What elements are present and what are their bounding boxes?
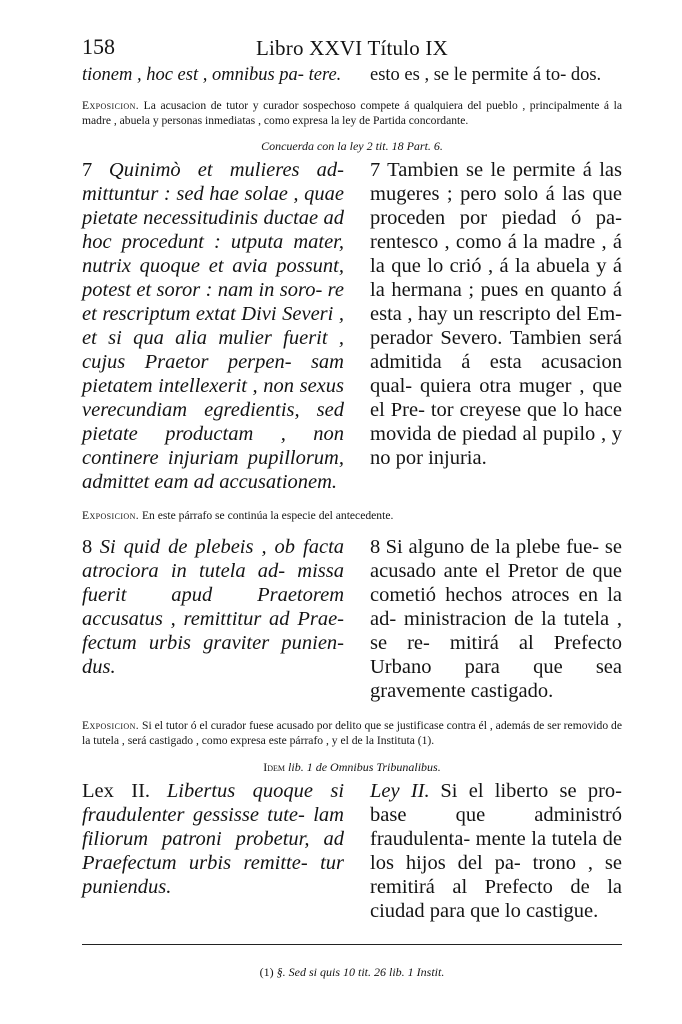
spanish-text: Si el liberto se pro- base que administró fraudulenta- mente la tutela de los hijos del pa- trono , se remitirá al Prefecto de la ciudad para que lo castigue. [370,780,622,922]
paragraph-number: 7 [82,159,93,181]
latin-paragraph-8 [82,536,344,704]
exposicion-text: En este párrafo se continúa la especie del antecedente. [141,509,394,522]
law-heading: Ley II. [370,780,430,802]
exposicion-label: Exposicion. [82,509,140,522]
spanish-paragraph-8 [370,536,622,704]
carryover-row [82,64,622,87]
citation-rest: lib. 1 de Omnibus Tribunalibus. [288,760,441,774]
law-heading: Lex II. [82,780,151,802]
exposicion-label: Exposicion. [82,719,140,732]
exposicion-label: Exposicion. [82,99,140,112]
paragraph-number: 8 [82,536,93,558]
latin-text: Si quid de plebeis , ob facta atrociora in tutela ad- missa fuerit apud Praetorem accusatus , remittitur ad Prae- fectum urbis graviter punien- dus. [82,536,345,678]
citation-idem: Idem [263,760,286,774]
exposicion-3 [82,718,622,748]
concordance-note: Concuerda con la ley 2 tit. 18 Part. 6. [261,139,443,153]
spanish-text: Tambien se le permite á las mugeres ; pero solo á las que proceden por piedad ó pa- rentesco , como á la madre , á la que lo crió , á la abuela y á la hermana ; pues en quanto á esta , hay un rescripto del Em- perador Severo. Tambien será admitida á esta acusacion qual- quiera otra muger , que el Pre- tor creyese que lo hace movida de piedad al pupilo , y no por injuria. [370,159,622,469]
paragraph-number: 7 [370,159,381,181]
page-number: 158 [82,34,115,59]
footnote-text: §. Sed si quis 10 tit. 26 lib. 1 Instit. [276,965,445,979]
paragraph-number: 8 [370,536,381,558]
footnote [82,965,622,980]
paragraph-8 [82,536,622,704]
latin-carryover: tionem , hoc est , omnibus pa- tere. [82,65,342,85]
source-citation [82,760,622,775]
footnote-divider [82,944,622,945]
spanish-paragraph-7 [370,159,622,495]
exposicion-text: La acusacion de tutor y curador sospechoso compete á qualquiera del pueblo , principalmente á la madre , abuela y personas inmediatas , como expresa la ley de Partida concordante. [82,99,622,127]
latin-text: Quinimò et mulieres ad- mittuntur : sed hae solae , quae pietate necessitudinis ductae ad hoc procedunt : utputa mater, nutrix quoque et avia possunt, potest et soror : nam in soro- re et rescriptum extat Divi Severi , et si qua alia mulier fuerit , cujus Praetor perpen- sam pietatem intellexerit , non sexus verecundiam egredientis, sed pietate productam , non continere injuriam pupillorum, admittet eam ad accusationem. [82,159,344,493]
spanish-carryover: esto es , se le permite á to- dos. [370,65,602,85]
footnote-mark: (1) [259,965,274,979]
spanish-lex-2 [370,780,622,924]
latin-lex-2 [82,780,344,924]
lex-2 [82,780,622,924]
exposicion-2 [82,508,622,523]
page-header [82,34,622,64]
spanish-text: Si alguno de la plebe fue- se acusado ante el Pretor de que cometió hechos atroces en la ad- ministracion de la tutela , se re- mitirá al Prefecto Urbano para que sea gravemente castigado. [370,536,622,702]
exposicion-1 [82,98,622,128]
page [82,34,622,980]
paragraph-7 [82,159,622,495]
running-title: Libro XXVI Título IX [255,36,448,60]
latin-text: Libertus quoque si fraudulenter gessisse tute- lam filiorum patroni probetur, ad Praefectum urbis remitte- tur puniendus. [82,780,345,898]
latin-paragraph-7 [82,159,344,495]
exposicion-text: Si el tutor ó el curador fuese acusado por delito que se justificase contra él , además de ser removido de la tutela , será castigado , como expresa este párrafo , y el de la Instituta (1). [82,719,622,747]
